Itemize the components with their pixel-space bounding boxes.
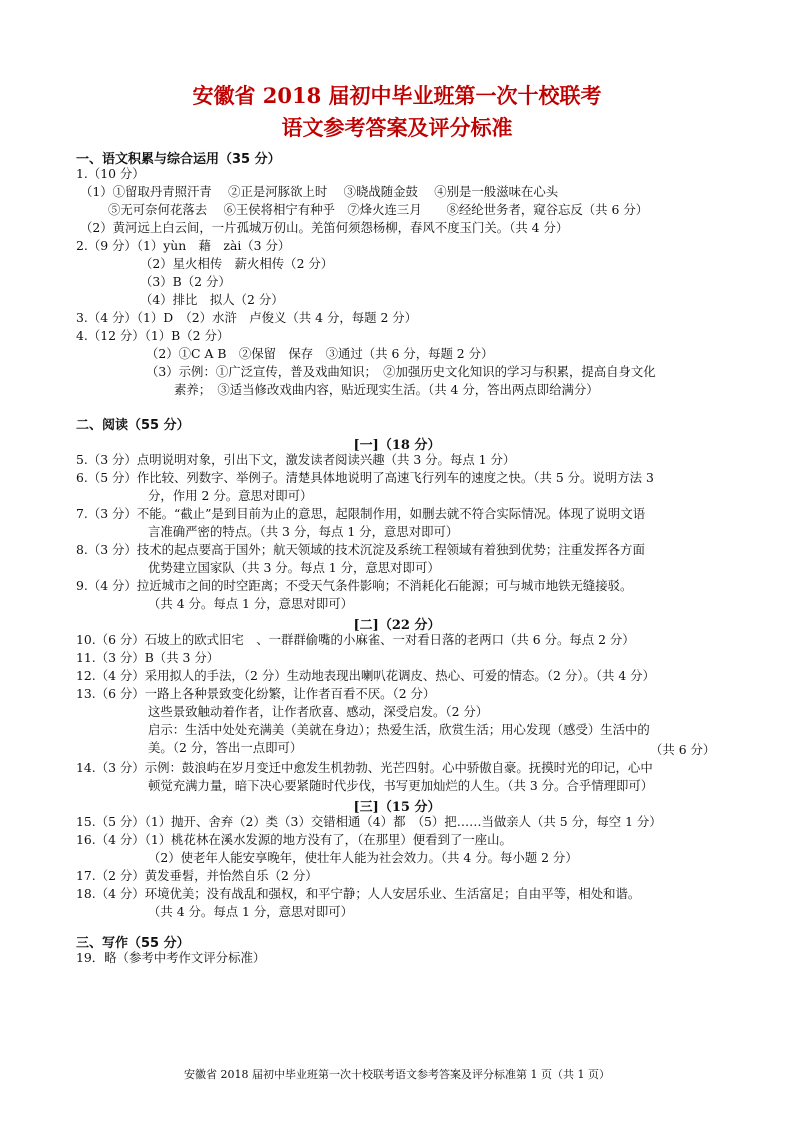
- answer-line: 3.（4 分）（1）D （2）水浒 卢俊义（共 4 分，每题 2 分）: [76, 310, 418, 325]
- answer-line: （共 6 分）: [650, 742, 716, 757]
- section1-heading: 一、语文积累与综合运用（35 分）: [76, 152, 281, 167]
- answer-line: 素养； ③适当修改戏曲内容，贴近现实生活。（共 4 分，答出两点即给满分）: [174, 382, 599, 397]
- section3-heading: 三、写作（55 分）: [76, 936, 190, 951]
- answer-line: （共 4 分。每点 1 分，意思对即可）: [148, 596, 353, 611]
- answer-line: 10.（6 分）石坡上的欧式旧宅 、一群群偷嘴的小麻雀、一对看日落的老两口（共 6 分。每点 2 分）: [76, 632, 635, 647]
- answer-line: 14.（3 分）示例：鼓浪屿在岁月变迁中愈发生机勃勃、光芒四射。心中骄傲自豪。抚摸时光的印记，心中: [76, 760, 653, 775]
- document-title: 安徽省 2018 届初中毕业班第一次十校联考: [192, 83, 602, 108]
- answer-line: 9.（4 分）拉近城市之间的时空距离；不受天气条件影响；不消耗化石能源；可与城市地铁无缝接驳。: [76, 578, 633, 593]
- part-heading: [二]（22 分）: [353, 618, 441, 633]
- answer-line: （4）排比 拟人（2 分）: [140, 292, 284, 307]
- section2-heading: 二、阅读（55 分）: [76, 418, 190, 433]
- answer-line: 1.（10 分）: [76, 166, 145, 181]
- page-footer: 安徽省 2018 届初中毕业班第一次十校联考语文参考答案及评分标准第 1 页（共 1 页）: [184, 1068, 610, 1081]
- answer-line: （3）B（2 分）: [140, 274, 231, 289]
- answer-line: （共 4 分。每点 1 分，意思对即可）: [148, 904, 353, 919]
- part-heading: [一]（18 分）: [353, 438, 441, 453]
- answer-line: （3）示例：①广泛宣传，普及戏曲知识； ②加强历史文化知识的学习与积累，提高自身文化: [146, 364, 656, 379]
- answer-line: 2.（9 分）（1）yùn 藉 zài（3 分）: [76, 238, 291, 253]
- answer-line: 13.（6 分）一路上各种景致变化纷繁，让作者百看不厌。（2 分）: [76, 686, 436, 701]
- part-heading: [三]（15 分）: [353, 800, 441, 815]
- answer-line: 12.（4 分）采用拟人的手法，（2 分）生动地表现出喇叭花调皮、热心、可爱的情态。（2 分）。（共 4 分）: [76, 668, 655, 683]
- answer-line: 11.（3 分）B（共 3 分）: [76, 650, 220, 665]
- answer-line: 15.（5 分）（1）抛开、舍弃（2）类（3）交错相通（4）都 （5）把……当做亲人（共 5 分，每空 1 分）: [76, 814, 662, 829]
- answer-line: 18.（4 分）环境优美；没有战乱和强权，和平宁静；人人安居乐业、生活富足；自由平等，相处和谐。: [76, 886, 641, 901]
- answer-line: 6.（5 分）作比较、列数字、举例子。清楚具体地说明了高速飞行列车的速度之快。（共 5 分。说明方法 3: [76, 470, 654, 485]
- answer-line: （2）①C A B ②保留 保存 ③通过（共 6 分，每题 2 分）: [146, 346, 494, 361]
- answer-line: 顿觉充满力量，暗下决心要紧随时代步伐，书写更加灿烂的人生。（共 3 分。合乎情理即可）: [148, 778, 654, 793]
- answer-line: 17.（2 分）黄发垂髫，并怡然自乐（2 分）: [76, 868, 318, 883]
- answer-line: 19．略（参考中考作文评分标准）: [76, 950, 266, 965]
- answer-line: 16.（4 分）（1）桃花林在溪水发源的地方没有了，（在那里）便看到了一座山。: [76, 832, 512, 847]
- answer-line: （2）星火相传 薪火相传（2 分）: [140, 256, 334, 271]
- answer-line: 启示：生活中处处充满美（美就在身边）；热爱生活，欣赏生活；用心发现（感受）生活中的: [148, 722, 650, 737]
- document-subtitle: 语文参考答案及评分标准: [281, 115, 513, 140]
- answer-line: 美。（2 分，答出一点即可）: [148, 740, 303, 755]
- answer-line: 8.（3 分）技术的起点要高于国外；航天领域的技术沉淀及系统工程领域有着独到优势；注重发挥各方面: [76, 542, 645, 557]
- answer-line: 优势建立国家队（共 3 分。每点 1 分，意思对即可）: [148, 560, 440, 575]
- answer-line: 分，作用 2 分。意思对即可）: [148, 488, 313, 503]
- answer-line: （1）①留取丹青照汗青 ②正是河豚欲上时 ③晓战随金鼓 ④别是一般滋味在心头: [80, 184, 559, 199]
- answer-line: 言准确严密的特点。（共 3 分，每点 1 分，意思对即可）: [148, 524, 459, 539]
- answer-line: 这些景致触动着作者，让作者欣喜、感动，深受启发。（2 分）: [148, 704, 489, 719]
- answer-line: 7.（3 分）不能。“截止”是到目前为止的意思，起限制作用，如删去就不符合实际情况。体现了说明文语: [76, 506, 646, 521]
- answer-line: 4.（12 分）（1）B（2 分）: [76, 328, 230, 343]
- answer-line: （2）使老年人能安享晚年，使壮年人能为社会效力。（共 4 分。每小题 2 分）: [148, 850, 578, 865]
- answer-line: 5.（3 分）点明说明对象，引出下文，激发读者阅读兴趣（共 3 分。每点 1 分）: [76, 452, 516, 467]
- answer-line: ⑤无可奈何花落去 ⑥王侯将相宁有种乎 ⑦烽火连三月 ⑧经纶世务者，窥谷忘反（共 6 分）: [108, 202, 649, 217]
- answer-line: （2）黄河远上白云间，一片孤城万仞山。羌笛何须怨杨柳，春风不度玉门关。（共 4 分）: [80, 220, 569, 235]
